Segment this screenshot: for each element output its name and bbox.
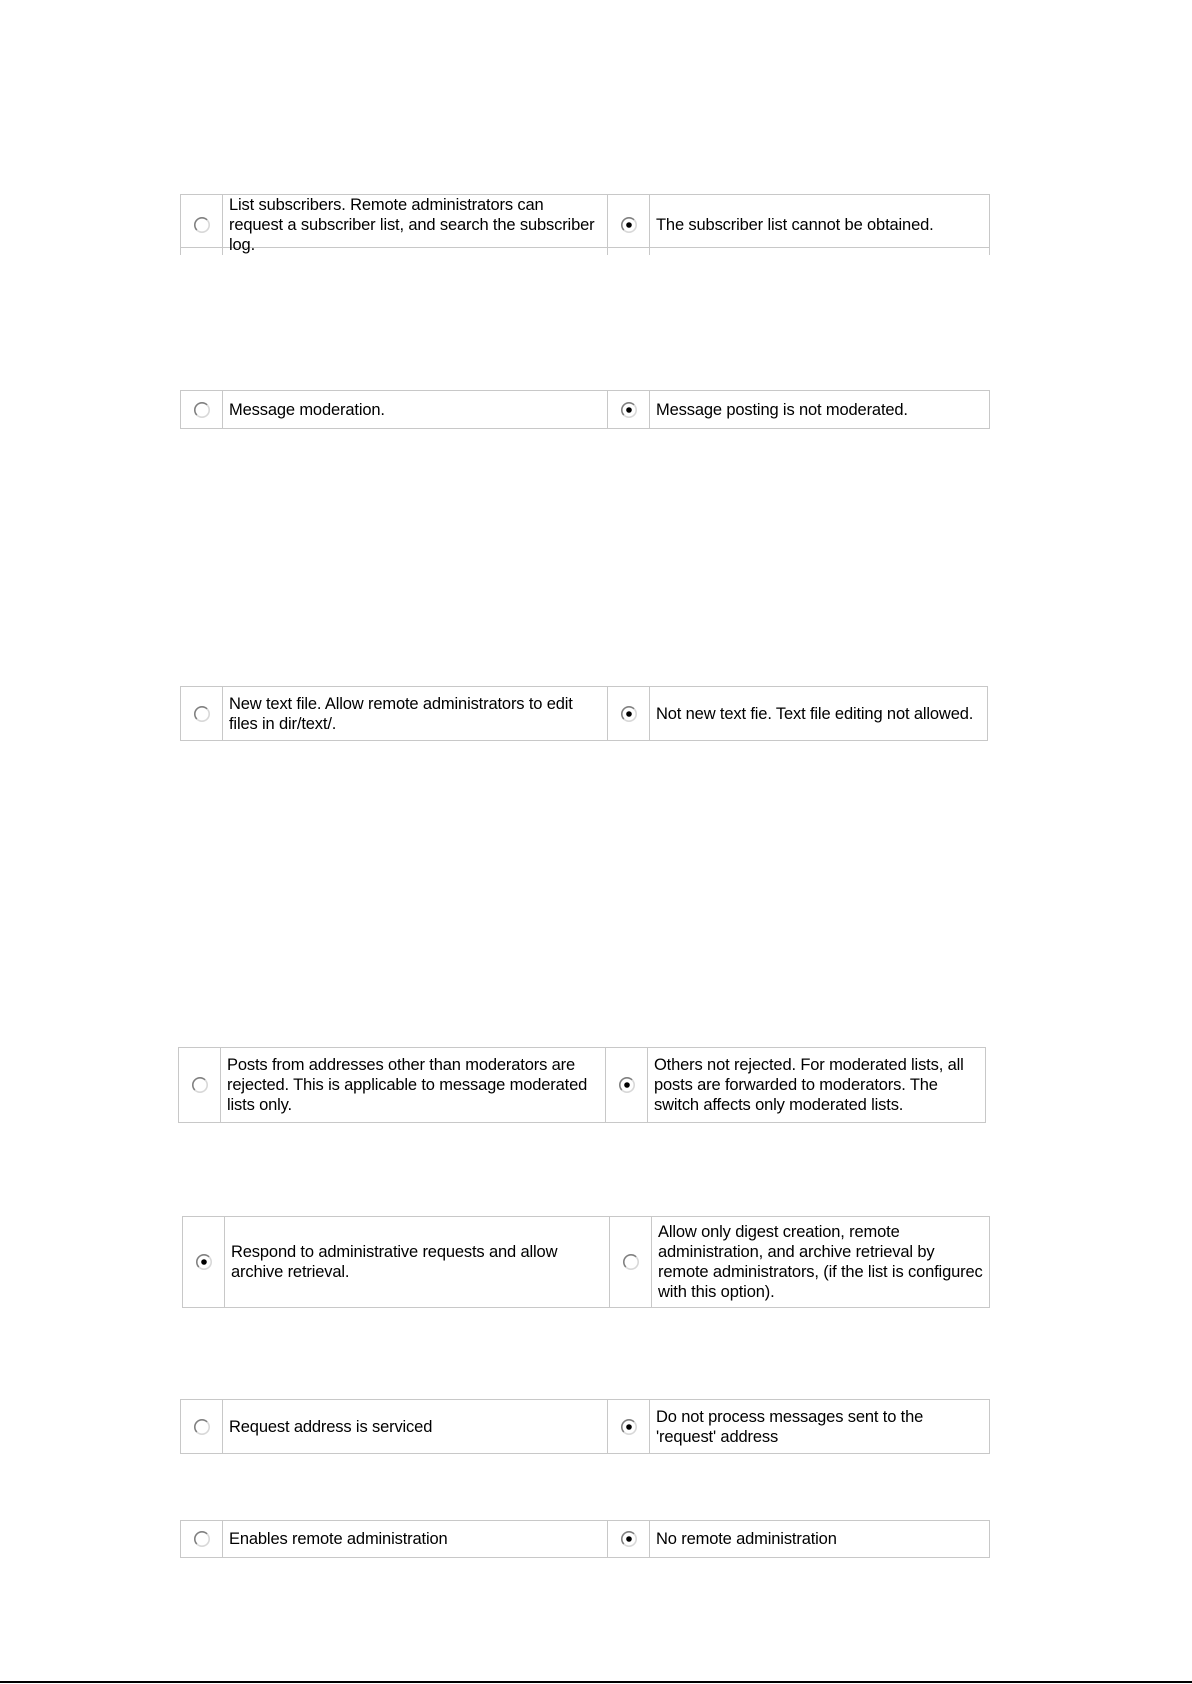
option-off-label: No remote administration (649, 1521, 990, 1557)
radio-unchecked-icon (193, 1530, 211, 1548)
radio-option-off[interactable] (605, 1048, 647, 1122)
option-row (180, 1399, 990, 1454)
radio-option-off[interactable] (607, 391, 649, 428)
radio-option-off[interactable] (607, 1521, 649, 1557)
radio-unchecked-icon (191, 1076, 209, 1094)
radio-checked-icon (195, 1253, 213, 1271)
radio-option-on[interactable] (180, 391, 222, 428)
radio-option-on[interactable] (182, 1217, 224, 1307)
option-row (178, 1047, 986, 1123)
radio-checked-icon (620, 216, 638, 234)
radio-checked-icon (620, 1418, 638, 1436)
option-row (180, 194, 990, 254)
option-on-label: Posts from addresses other than moderators are rejected. This is applicable to message moderated lists only. (220, 1048, 605, 1122)
radio-option-off[interactable] (607, 195, 649, 255)
radio-option-off[interactable] (609, 1217, 651, 1307)
radio-unchecked-icon (193, 705, 211, 723)
option-off-label: Message posting is not moderated. (649, 391, 990, 428)
radio-unchecked-icon (193, 216, 211, 234)
option-on-label: Respond to administrative requests and allow archive retrieval. (224, 1217, 609, 1307)
option-on-label: Message moderation. (222, 391, 607, 428)
radio-option-on[interactable] (180, 687, 222, 740)
option-row (180, 390, 990, 429)
radio-option-on[interactable] (180, 1400, 222, 1453)
option-row (182, 1216, 990, 1308)
option-off-label: Do not process messages sent to the 'request' address (649, 1400, 990, 1453)
option-row (180, 1520, 990, 1558)
option-off-label: Allow only digest creation, remote administration, and archive retrieval by remote administrators, (if the list is configurec with this option). (651, 1217, 990, 1307)
option-on-label: Request address is serviced (222, 1400, 607, 1453)
radio-checked-icon (620, 705, 638, 723)
option-off-label: The subscriber list cannot be obtained. (649, 195, 990, 255)
page-bottom-rule (0, 1681, 1192, 1683)
option-off-label: Not new text fie. Text file editing not allowed. (649, 687, 988, 740)
radio-option-on[interactable] (178, 1048, 220, 1122)
radio-unchecked-icon (193, 401, 211, 419)
radio-option-on[interactable] (180, 1521, 222, 1557)
radio-option-off[interactable] (607, 1400, 649, 1453)
radio-checked-icon (620, 401, 638, 419)
radio-checked-icon (620, 1530, 638, 1548)
radio-option-on[interactable] (180, 195, 222, 255)
option-row (180, 686, 988, 741)
radio-option-off[interactable] (607, 687, 649, 740)
radio-unchecked-icon (622, 1253, 640, 1271)
option-off-label: Others not rejected. For moderated lists, all posts are forwarded to moderators. The switch affects only moderated lists. (647, 1048, 986, 1122)
option-on-label: Enables remote administration (222, 1521, 607, 1557)
option-on-label: List subscribers. Remote administrators can request a subscriber list, and search the subscriber log. (222, 195, 607, 255)
option-on-label: New text file. Allow remote administrators to edit files in dir/text/. (222, 687, 607, 740)
radio-unchecked-icon (193, 1418, 211, 1436)
radio-checked-icon (618, 1076, 636, 1094)
